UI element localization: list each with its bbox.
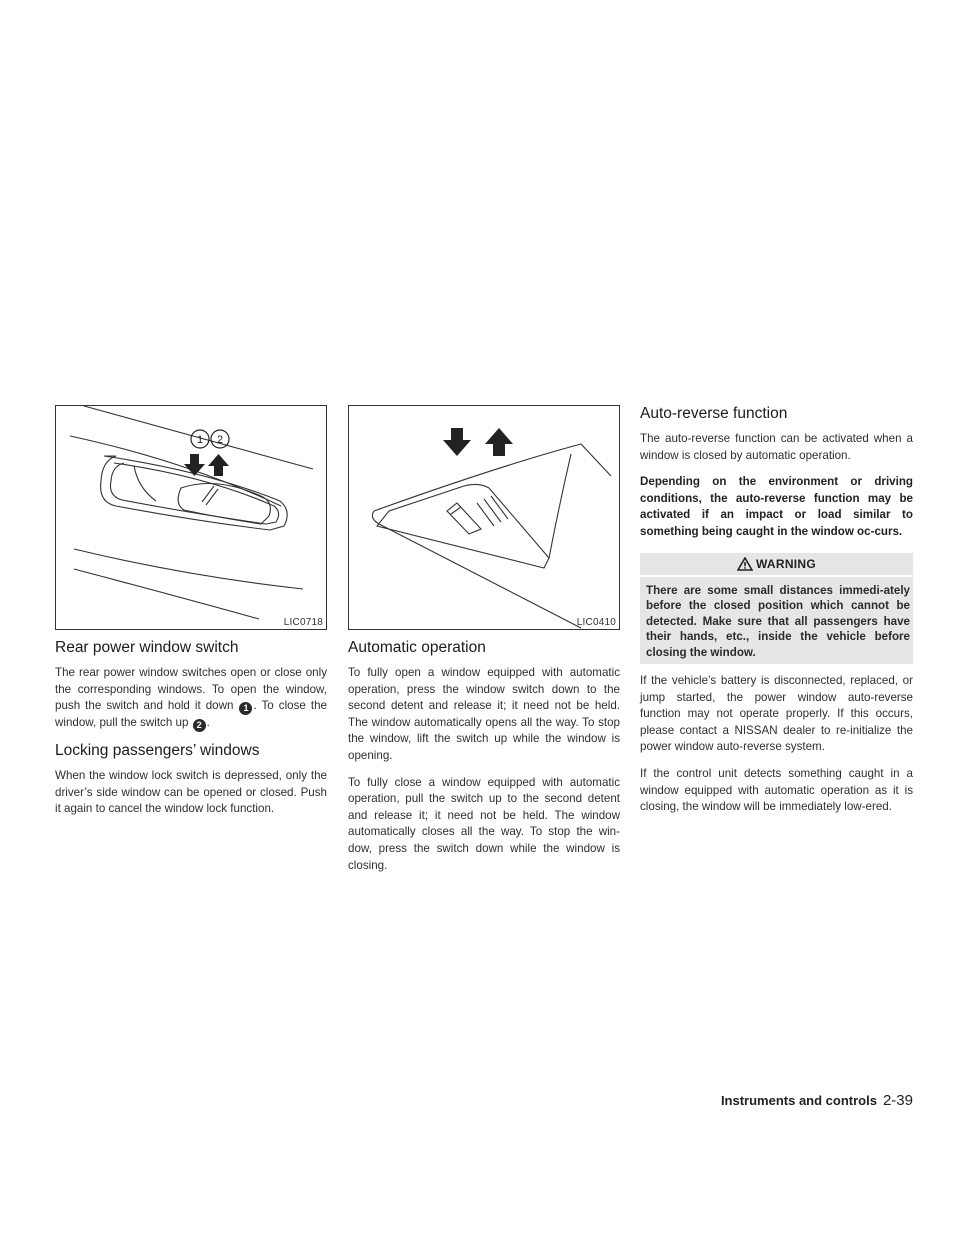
- arrow-up-icon: [485, 428, 513, 456]
- figure-code: LIC0718: [283, 617, 323, 628]
- text-run: The rear power window switches open or close only the corresponding windows. To open the window, push the switch and hold it down: [55, 666, 327, 713]
- paragraph-auto-close: To fully close a window equipped with automatic operation, pull the switch up to the second detent and release it; it need not be held. The window automatically closes all the way. To stop the win-dow, press the switch down while the window is closing.: [348, 775, 620, 872]
- heading-auto-reverse: Auto-reverse function: [640, 405, 788, 422]
- rear-switch-illustration: [56, 406, 327, 630]
- paragraph-reverse-intro: The auto-reverse function can be activated when a window is closed by automatic operation.: [640, 432, 913, 462]
- callout-2-label: 2: [216, 434, 224, 446]
- warning-title: WARNING: [755, 556, 817, 571]
- callout-1-label: 1: [196, 434, 204, 446]
- callout-2-icon: 2: [193, 719, 206, 732]
- figure-code: LIC0410: [576, 617, 616, 628]
- heading-rear-power-window-switch: Rear power window switch: [55, 639, 239, 656]
- warning-text: There are some small distances immedi-ately before the closed position which cannot be detected. Make sure that all passengers have their hands, etc., inside the vehicle before closing the window.: [640, 577, 913, 665]
- arrow-up-icon: [208, 454, 229, 476]
- auto-switch-illustration: [349, 406, 620, 630]
- warning-header: [640, 553, 913, 575]
- page-footer: [640, 1092, 913, 1112]
- paragraph-auto-open: To fully open a window equipped with automatic operation, press the window switch down to the second detent and release it; it need not be held. The window automatically opens all the way. To stop the window, lift the switch up while the window is opening.: [348, 666, 620, 762]
- section-title: Instruments and controls: [720, 1093, 877, 1108]
- column-left: [55, 405, 327, 828]
- heading-automatic-operation: Automatic operation: [348, 639, 486, 656]
- paragraph-locking: When the window lock switch is depressed, only the driver’s side window can be opened or closed. Push it again to cancel the window lock function.: [55, 769, 327, 816]
- page-number: 2-39: [882, 1092, 913, 1109]
- warning-triangle-icon: [737, 557, 753, 571]
- column-right: [640, 405, 913, 826]
- column-middle: [348, 405, 620, 884]
- figure-rear-window-switch: [55, 405, 327, 630]
- paragraph-reverse-caution: Depending on the environment or driving conditions, the auto-reverse function may be activated if an impact or load similar to something being caught in the window oc-curs.: [640, 475, 913, 538]
- paragraph-rear-switch: [55, 665, 327, 732]
- paragraph-control-unit: If the control unit detects something caught in a window equipped with automatic operation as it is closing, the window will be immediately low-ered.: [640, 767, 913, 814]
- text-run: .: [206, 716, 210, 730]
- text-run: . To close the window, pull the switch up: [55, 699, 327, 730]
- heading-locking-windows: Locking passengers’ windows: [55, 742, 260, 760]
- arrow-down-icon: [443, 428, 471, 456]
- paragraph-battery: If the vehicle’s battery is disconnected, replaced, or jump started, the power window auto-reverse function may not operate properly. If this occurs, please contact a NISSAN dealer to re-initialize the power window auto-reverse system.: [640, 674, 913, 754]
- figure-automatic-operation: [348, 405, 620, 630]
- callout-1-icon: 1: [239, 702, 252, 715]
